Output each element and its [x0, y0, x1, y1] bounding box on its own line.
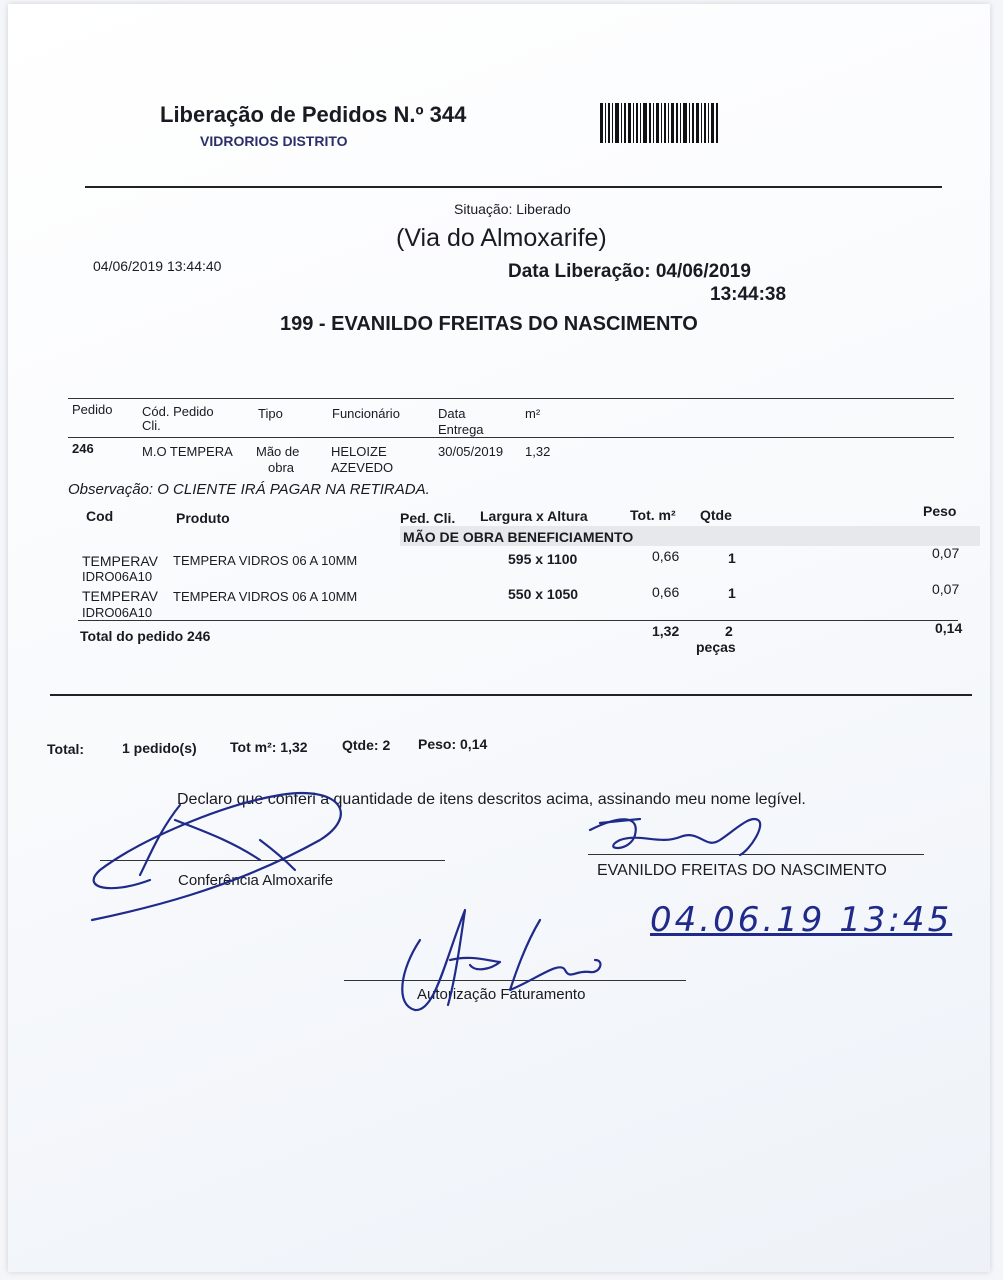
- summary-label: Total:: [47, 741, 85, 757]
- order-total-label: Total do pedido 246: [80, 628, 211, 644]
- col-data: Data: [438, 406, 466, 421]
- item-2-code-1: TEMPERAV: [82, 588, 158, 604]
- col-pedido: Pedido: [72, 402, 113, 417]
- col-tipo: Tipo: [258, 406, 283, 421]
- observation-text: O CLIENTE IRÁ PAGAR NA RETIRADA.: [157, 481, 430, 498]
- order-total-weight: 0,14: [935, 620, 963, 636]
- items-col-peso: Peso: [923, 503, 957, 519]
- items-col-cod: Cod: [86, 508, 114, 524]
- items-col-ped-cli: Ped. Cli.: [400, 510, 456, 526]
- items-bottom-divider: [50, 694, 972, 696]
- client-signature-name: EVANILDO FREITAS DO NASCIMENTO: [597, 862, 887, 879]
- observation: [68, 481, 430, 498]
- almoxarife-signature-image: [80, 770, 370, 930]
- faturamento-signature-image: [390, 900, 620, 1020]
- order-m2: 1,32: [525, 444, 551, 459]
- summary-weight: Peso: 0,14: [418, 736, 488, 752]
- item-1-dims: 595 x 1100: [508, 551, 578, 567]
- item-2-code-2: IDRO06A10: [82, 605, 153, 620]
- copy-designation: (Via do Almoxarife): [396, 224, 607, 252]
- items-col-dims: Largura x Altura: [480, 508, 588, 524]
- summary-orders: 1 pedido(s): [122, 740, 197, 756]
- col-funcionario: Funcionário: [332, 406, 400, 421]
- col-cod-pedido: Cód. Pedido: [142, 404, 214, 419]
- release-date: 04/06/2019: [655, 261, 751, 282]
- order-type-2: obra: [268, 460, 295, 475]
- faturamento-label: Autorização Faturamento: [417, 986, 586, 1003]
- observation-label: Observação:: [68, 481, 154, 498]
- print-datetime: 04/06/2019 13:44:40: [93, 258, 222, 274]
- item-1-code-2: IDRO06A10: [82, 569, 153, 584]
- client-name: 199 - EVANILDO FREITAS DO NASCIMENTO: [280, 313, 698, 335]
- release-label: [508, 261, 751, 283]
- order-total-pieces: peças: [696, 639, 736, 655]
- item-1-weight: 0,07: [932, 545, 960, 561]
- item-1-m2: 0,66: [652, 548, 680, 564]
- col-cli: Cli.: [142, 418, 161, 433]
- item-2-qty: 1: [728, 585, 736, 601]
- col-m2: m²: [525, 406, 541, 421]
- items-total-line: [78, 620, 958, 621]
- order-employee-1: HELOIZE: [331, 444, 387, 459]
- almoxarife-label: Conferência Almoxarife: [178, 872, 334, 889]
- release-time: 13:44:38: [710, 284, 787, 305]
- order-total-qty: 2: [725, 623, 733, 639]
- items-section-title: MÃO DE OBRA BENEFICIAMENTO: [403, 529, 634, 545]
- order-table-header-line: [68, 437, 954, 438]
- items-col-qtde: Qtde: [700, 507, 732, 523]
- client-signature-image: [580, 805, 780, 865]
- header-divider: [85, 186, 942, 188]
- order-employee-2: AZEVEDO: [331, 460, 394, 475]
- order-number: 246: [72, 441, 94, 456]
- order-delivery-date: 30/05/2019: [438, 444, 504, 459]
- summary-qty: Qtde: 2: [342, 737, 391, 753]
- item-2-dims: 550 x 1050: [508, 586, 579, 602]
- barcode: [600, 103, 728, 143]
- handwritten-date: 04.06.19 13:45: [650, 900, 953, 940]
- items-col-tot-m2: Tot. m²: [630, 507, 676, 523]
- col-entrega: Entrega: [438, 422, 484, 437]
- order-type-1: Mão de: [256, 444, 300, 459]
- summary-m2: Tot m²: 1,32: [230, 739, 308, 755]
- item-1-qty: 1: [728, 550, 736, 566]
- item-2-m2: 0,66: [652, 584, 680, 600]
- item-2-weight: 0,07: [932, 581, 960, 597]
- declaration-text: Declaro que conferi a quantidade de itens descritos acima, assinando meu nome legível.: [177, 791, 806, 808]
- item-1-code-1: TEMPERAV: [82, 553, 158, 569]
- items-col-produto: Produto: [176, 510, 230, 526]
- document-title: Liberação de Pedidos N.º 344: [160, 102, 467, 127]
- item-2-product: TEMPERA VIDROS 06 A 10MM: [173, 589, 358, 604]
- order-code: M.O TEMPERA: [142, 444, 233, 459]
- situation-status: Situação: Liberado: [454, 201, 571, 217]
- company-name: VIDRORIOS DISTRITO: [200, 133, 348, 149]
- release-label-text: Data Liberação:: [508, 261, 651, 282]
- item-1-product: TEMPERA VIDROS 06 A 10MM: [173, 553, 358, 568]
- order-total-m2: 1,32: [652, 623, 680, 639]
- order-table-top-line: [68, 398, 954, 399]
